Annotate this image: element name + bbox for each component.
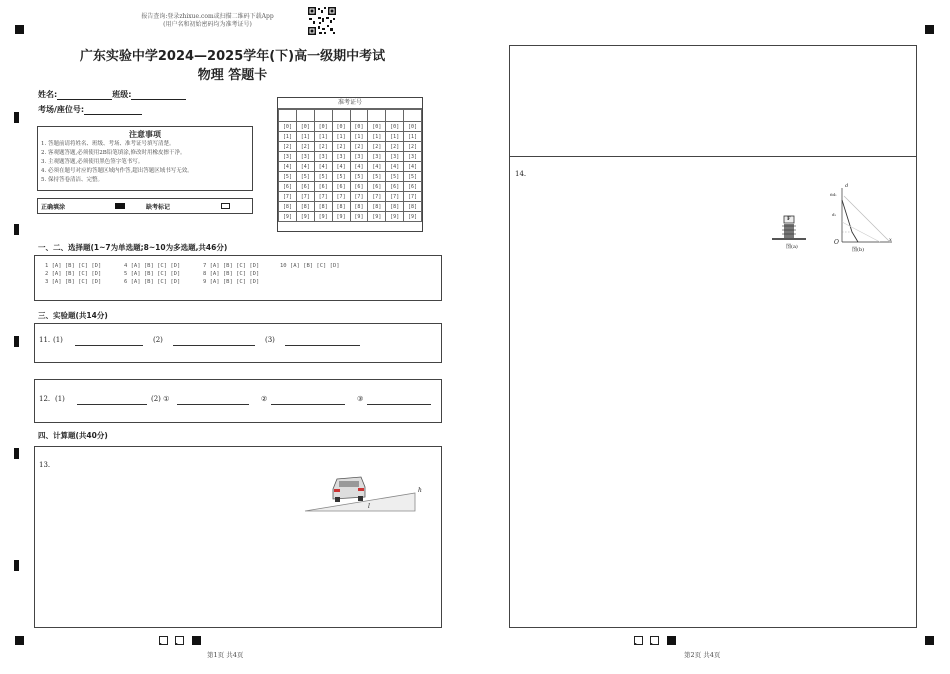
exam-id-digit-cell[interactable]: [7] — [386, 192, 404, 202]
exam-id-digit-cell[interactable]: [8] — [296, 202, 314, 212]
exam-id-digit-cell[interactable]: [3] — [332, 152, 350, 162]
exam-id-digit-cell[interactable]: [7] — [368, 192, 386, 202]
exam-id-write-cell[interactable] — [296, 110, 314, 122]
title-line1: 广东实验中学2024—2025学年(下)高一级期中考试 — [79, 49, 386, 64]
timing-mark — [14, 448, 19, 459]
q13-l-label: l — [368, 503, 370, 510]
exam-id-write-cell[interactable] — [332, 110, 350, 122]
correct-fill-label: 正确填涂 — [41, 204, 66, 211]
notice-title: 注意事项 — [129, 130, 161, 139]
q12-part2-label: (2) ① — [151, 395, 170, 403]
exam-id-digit-cell[interactable]: [7] — [279, 192, 297, 202]
exam-id-digit-cell[interactable]: [4] — [368, 162, 386, 172]
name-field[interactable] — [38, 89, 186, 100]
exam-id-write-cell[interactable] — [386, 110, 404, 122]
right-answer-region[interactable] — [509, 45, 917, 628]
choice-column — [45, 263, 101, 285]
corner-marker-tl — [15, 25, 24, 34]
q12-part3-line[interactable] — [271, 403, 345, 405]
exam-id-write-cell[interactable] — [368, 110, 386, 122]
exam-id-digit-cell[interactable]: [8] — [314, 202, 332, 212]
q14-d1-label: d₁ — [832, 212, 837, 217]
exam-id-digit-cell[interactable]: [0] — [404, 122, 422, 132]
page-fill-mark — [192, 636, 201, 645]
exam-id-digit-cell[interactable]: [9] — [314, 212, 332, 222]
q12-part2-line[interactable] — [177, 403, 249, 405]
choice-row[interactable]: 6 [A] [B] [C] [D] — [124, 279, 181, 285]
choice-row[interactable]: 5 [A] [B] [C] [D] — [124, 271, 181, 277]
exam-id-digit-cell[interactable]: [6] — [368, 182, 386, 192]
class-label: 班级: — [112, 90, 132, 99]
exam-id-write-cell[interactable] — [279, 110, 297, 122]
q11-part1-label: (1) — [53, 336, 63, 344]
exam-id-digit-cell[interactable]: [6] — [279, 182, 297, 192]
exam-id-digit-cell[interactable]: [6] — [296, 182, 314, 192]
report-note — [120, 13, 295, 29]
title-line2: 物理 答题卡 — [197, 68, 268, 83]
timing-mark — [14, 224, 19, 235]
page-fill-mark — [667, 636, 676, 645]
q14-fig-a-label: 图(a) — [786, 244, 798, 250]
q12-part1-line[interactable] — [77, 403, 147, 405]
notice-item: 1. 答题前请将姓名、班级、考场、准考证号填写清楚。 — [41, 141, 175, 147]
exam-id-digit-cell[interactable]: [5] — [332, 172, 350, 182]
exam-id-digit-cell[interactable]: [4] — [404, 162, 422, 172]
exam-id-digit-cell[interactable]: [9] — [404, 212, 422, 222]
exam-id-digit-cell[interactable]: [5] — [296, 172, 314, 182]
q13-h-label: h — [418, 487, 422, 494]
page1-footer: 第1页 共4页 — [207, 651, 244, 659]
notice-item: 5. 保持答卷清洁、完整。 — [41, 177, 103, 183]
notice-item: 2. 客观题答题,必须使用2B铅笔填涂,修改时用橡皮擦干净。 — [41, 150, 186, 156]
q11-part3-label: (3) — [265, 336, 275, 344]
section-experiment-title: 三、实验题(共14分) — [38, 311, 108, 320]
exam-id-digit-cell[interactable]: [1] — [279, 132, 297, 142]
exam-id-digit-cell[interactable]: [5] — [386, 172, 404, 182]
exam-id-digit-cell[interactable]: [1] — [296, 132, 314, 142]
car-icon — [333, 477, 365, 502]
exam-id-digit-cell[interactable]: [1] — [386, 132, 404, 142]
q14-axis-y: d — [845, 183, 849, 189]
choice-row[interactable]: 9 [A] [B] [C] [D] — [203, 279, 260, 285]
exam-id-digit-cell[interactable]: [8] — [368, 202, 386, 212]
exam-id-digit-cell[interactable]: [9] — [279, 212, 297, 222]
exam-id-digit-cell[interactable]: [7] — [332, 192, 350, 202]
exam-id-digit-cell[interactable]: [2] — [350, 142, 368, 152]
q13-number: 13. — [39, 461, 51, 469]
section-calc-title: 四、计算题(共40分) — [38, 431, 108, 440]
choice-row[interactable]: 1 [A] [B] [C] [D] — [45, 263, 102, 269]
region-divider — [510, 156, 916, 157]
exam-id-digit-cell[interactable]: [6] — [332, 182, 350, 192]
exam-id-digit-cell[interactable]: [3] — [350, 152, 368, 162]
absent-mark-label: 缺考标记 — [146, 204, 171, 211]
q11-part2-label: (2) — [153, 336, 163, 344]
exam-id-write-cell[interactable] — [350, 110, 368, 122]
exam-id-digit-cell[interactable]: [9] — [386, 212, 404, 222]
exam-id-digit-cell[interactable]: [0] — [368, 122, 386, 132]
exam-id-digit-cell[interactable]: [4] — [386, 162, 404, 172]
exam-id-digit-cell[interactable]: [9] — [368, 212, 386, 222]
exam-id-write-cell[interactable] — [314, 110, 332, 122]
exam-id-digit-cell[interactable]: [3] — [296, 152, 314, 162]
exam-id-table[interactable] — [278, 109, 422, 222]
absent-mark-box[interactable] — [221, 203, 230, 209]
exam-id-digit-cell[interactable]: [9] — [332, 212, 350, 222]
exam-id-digit-cell[interactable]: [2] — [386, 142, 404, 152]
timing-mark — [14, 560, 19, 571]
timing-mark — [14, 112, 19, 123]
qr-code-icon — [307, 6, 337, 36]
page-title — [40, 45, 425, 83]
report-note-line1: 报告查询:登录zhixue.com或扫描二维码下载App — [141, 13, 274, 20]
corner-marker-br — [925, 636, 934, 645]
exam-id-digit-cell[interactable]: [8] — [386, 202, 404, 212]
q11-part2-line[interactable] — [173, 344, 255, 346]
page-tick-box — [650, 636, 659, 645]
exam-id-digit-cell[interactable]: [1] — [314, 132, 332, 142]
exam-id-digit-cell[interactable]: [6] — [314, 182, 332, 192]
q14-d2-label: 6d₁ — [830, 192, 837, 197]
exam-id-digit-cell[interactable]: [3] — [368, 152, 386, 162]
exam-id-digit-cell[interactable]: [1] — [332, 132, 350, 142]
choice-row[interactable]: 8 [A] [B] [C] [D] — [203, 271, 260, 277]
exam-id-digit-cell[interactable]: [2] — [296, 142, 314, 152]
timing-mark — [14, 336, 19, 347]
choice-answer-box — [34, 255, 442, 301]
q12-part4-line[interactable] — [367, 403, 431, 405]
q14-fig-b-label: 图(b) — [852, 247, 865, 253]
correct-fill-sample — [115, 203, 125, 209]
notice-box — [37, 126, 253, 191]
exam-id-digit-cell[interactable]: [0] — [314, 122, 332, 132]
corner-marker-tr — [925, 25, 934, 34]
exam-id-digit-cell[interactable]: [0] — [332, 122, 350, 132]
exam-id-digit-cell[interactable]: [8] — [279, 202, 297, 212]
corner-marker-bl — [15, 636, 24, 645]
room-label: 考场/座位号: — [38, 105, 85, 114]
q12-part1-label: (1) — [55, 395, 65, 403]
exam-id-digit-cell[interactable]: [7] — [350, 192, 368, 202]
exam-id-title: 准考证号 — [278, 98, 422, 109]
choice-column — [203, 263, 259, 285]
exam-id-digit-cell[interactable]: [8] — [350, 202, 368, 212]
choice-column — [124, 263, 180, 285]
choice-row[interactable]: 10 [A] [B] [C] [D] — [280, 263, 340, 269]
q12-answer-box[interactable] — [34, 379, 442, 423]
choice-row[interactable]: 7 [A] [B] [C] [D] — [203, 263, 260, 269]
fill-legend — [37, 198, 253, 214]
exam-id-digit-cell[interactable]: [6] — [404, 182, 422, 192]
choice-column — [280, 263, 340, 269]
report-note-line2: (用户名和初始密码均为准考证号) — [163, 21, 252, 28]
exam-id-digit-cell[interactable]: [0] — [279, 122, 297, 132]
exam-id-digit-cell[interactable]: [9] — [350, 212, 368, 222]
exam-id-digit-cell[interactable]: [2] — [368, 142, 386, 152]
exam-id-digit-cell[interactable]: [5] — [350, 172, 368, 182]
car-on-slope-figure — [303, 459, 425, 517]
exam-id-digit-cell[interactable]: [2] — [332, 142, 350, 152]
q12-part3-label: ② — [261, 395, 268, 403]
q13-answer-box[interactable] — [34, 446, 442, 628]
exam-id-digit-cell[interactable]: [5] — [279, 172, 297, 182]
choice-row[interactable]: 2 [A] [B] [C] [D] — [45, 271, 102, 277]
q11-answer-box[interactable] — [34, 323, 442, 363]
exam-id-digit-cell[interactable]: [3] — [386, 152, 404, 162]
q12-part4-label: ③ — [357, 395, 364, 403]
page-tick-box — [159, 636, 168, 645]
q11-part1-line[interactable] — [75, 344, 143, 346]
exam-id-digit-cell[interactable]: [0] — [350, 122, 368, 132]
exam-id-digit-cell[interactable]: [4] — [314, 162, 332, 172]
exam-id-digit-cell[interactable]: [3] — [314, 152, 332, 162]
exam-id-digit-cell[interactable]: [7] — [314, 192, 332, 202]
choice-row[interactable]: 3 [A] [B] [C] [D] — [45, 279, 102, 285]
exam-id-digit-cell[interactable]: [1] — [368, 132, 386, 142]
exam-id-digit-cell[interactable]: [0] — [386, 122, 404, 132]
exam-id-digit-cell[interactable]: [4] — [350, 162, 368, 172]
q14-number: 14. — [515, 170, 527, 178]
notice-item: 4. 必须在题号对应的答题区域内作答,超出答题区域书写无效。 — [41, 168, 193, 174]
exam-id-digit-cell[interactable]: [3] — [404, 152, 422, 162]
exam-id-digit-cell[interactable]: [9] — [296, 212, 314, 222]
page-tick-box — [634, 636, 643, 645]
q14-figure-b — [830, 186, 894, 250]
exam-id-digit-cell[interactable]: [4] — [279, 162, 297, 172]
q12-number: 12. — [39, 395, 51, 403]
exam-id-grid[interactable] — [277, 97, 423, 232]
exam-id-digit-cell[interactable]: [2] — [314, 142, 332, 152]
exam-id-digit-cell[interactable]: [1] — [404, 132, 422, 142]
exam-id-digit-cell[interactable]: [8] — [404, 202, 422, 212]
q14-axis-x: x — [889, 237, 892, 243]
page2-footer: 第2页 共4页 — [684, 651, 721, 659]
q14-axis-o: O — [834, 239, 839, 246]
exam-id-digit-cell[interactable]: [5] — [404, 172, 422, 182]
exam-id-write-cell[interactable] — [404, 110, 422, 122]
room-seat-field[interactable] — [38, 104, 142, 115]
exam-id-digit-cell[interactable]: [1] — [350, 132, 368, 142]
exam-id-digit-cell[interactable]: [6] — [386, 182, 404, 192]
exam-id-digit-cell[interactable]: [4] — [296, 162, 314, 172]
q11-number: 11. — [39, 336, 51, 344]
exam-id-digit-cell[interactable]: [5] — [314, 172, 332, 182]
exam-id-digit-cell[interactable]: [7] — [404, 192, 422, 202]
exam-id-digit-cell[interactable]: [3] — [279, 152, 297, 162]
notice-item: 3. 主观题答题,必须使用黑色签字笔书写。 — [41, 159, 144, 165]
exam-id-digit-cell[interactable]: [2] — [279, 142, 297, 152]
q11-part3-line[interactable] — [285, 344, 360, 346]
exam-id-digit-cell[interactable]: [7] — [296, 192, 314, 202]
exam-id-digit-cell[interactable]: [4] — [332, 162, 350, 172]
q14-f-label: F — [787, 216, 791, 222]
name-label: 姓名: — [38, 90, 58, 99]
section-choice-title: 一、二、选择题(1~7为单选题;8~10为多选题,共46分) — [38, 243, 228, 252]
exam-id-digit-cell[interactable]: [2] — [404, 142, 422, 152]
exam-id-digit-cell[interactable]: [8] — [332, 202, 350, 212]
exam-id-digit-cell[interactable]: [0] — [296, 122, 314, 132]
choice-row[interactable]: 4 [A] [B] [C] [D] — [124, 263, 181, 269]
page-tick-box — [175, 636, 184, 645]
exam-id-digit-cell[interactable]: [6] — [350, 182, 368, 192]
exam-id-digit-cell[interactable]: [5] — [368, 172, 386, 182]
